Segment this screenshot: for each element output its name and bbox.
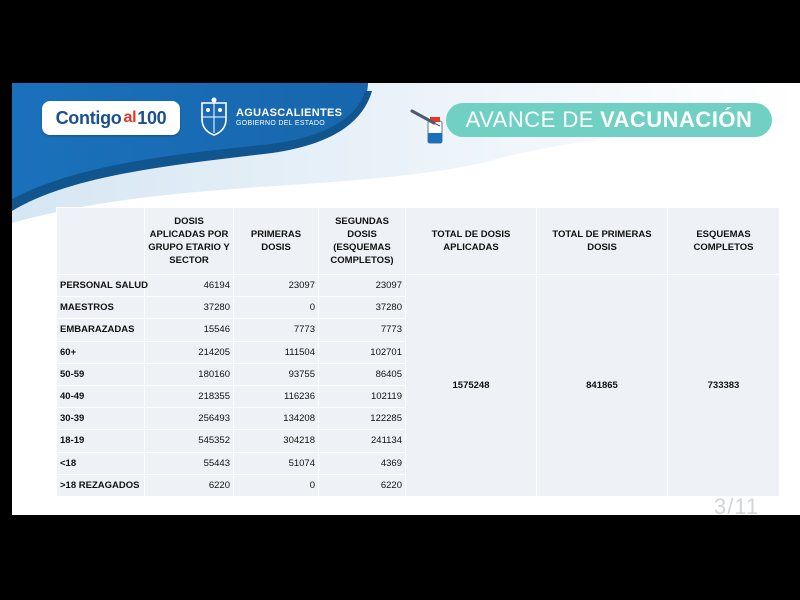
row-primeras: 134208 — [234, 408, 319, 430]
row-primeras: 0 — [234, 474, 319, 496]
row-category: >18 REZAGADOS — [57, 474, 145, 496]
logo-word-al: al — [123, 109, 137, 126]
row-segundas: 7773 — [319, 319, 406, 341]
contigo-al-100-logo — [42, 101, 180, 135]
row-dosis: 214205 — [145, 341, 234, 363]
row-dosis: 545352 — [145, 430, 234, 452]
header-dosis-aplicadas: DOSIS APLICADAS POR GRUPO ETARIO Y SECTOR — [145, 208, 234, 275]
row-primeras: 7773 — [234, 319, 319, 341]
logo-word-contigo: Contigo — [55, 107, 122, 128]
row-primeras: 51074 — [234, 452, 319, 474]
page-indicator: 3/11 — [714, 494, 760, 519]
row-dosis: 55443 — [145, 452, 234, 474]
vaccination-table — [56, 207, 780, 497]
row-primeras: 23097 — [234, 275, 319, 297]
row-category: PERSONAL SALUD — [57, 275, 145, 297]
row-primeras: 111504 — [234, 341, 319, 363]
header-total-primeras: TOTAL DE PRIMERAS DOSIS — [537, 208, 668, 275]
row-category: 60+ — [57, 341, 145, 363]
header-total-dosis: TOTAL DE DOSIS APLICADAS — [406, 208, 537, 275]
row-category: 30-39 — [57, 408, 145, 430]
row-dosis: 180160 — [145, 363, 234, 385]
watermark-text — [282, 175, 292, 206]
row-segundas: 102701 — [319, 341, 406, 363]
row-category: 40-49 — [57, 385, 145, 407]
row-primeras: 93755 — [234, 363, 319, 385]
row-primeras: 0 — [234, 297, 319, 319]
row-dosis: 6220 — [145, 474, 234, 496]
row-category: <18 — [57, 452, 145, 474]
header-esquemas-completos: ESQUEMAS COMPLETOS — [668, 208, 780, 275]
header-segundas-dosis: SEGUNDAS DOSIS (ESQUEMAS COMPLETOS) — [319, 208, 406, 275]
logo-number: 100 — [137, 107, 167, 128]
government-name: GOBIERNO DEL ESTADO — [236, 120, 325, 127]
row-category: 18-19 — [57, 430, 145, 452]
row-segundas: 86405 — [319, 363, 406, 385]
row-primeras: 304218 — [234, 430, 319, 452]
total-esquemas-completos: 733383 — [668, 275, 780, 497]
state-government-label — [236, 107, 342, 127]
row-category: MAESTROS — [57, 297, 145, 319]
total-dosis-aplicadas: 1575248 — [406, 275, 537, 497]
title-light: AVANCE DE — [465, 107, 594, 132]
row-segundas: 241134 — [319, 430, 406, 452]
presentation-slide — [12, 83, 800, 515]
row-dosis: 218355 — [145, 385, 234, 407]
row-category: EMBARAZADAS — [57, 319, 145, 341]
row-segundas: 23097 — [319, 275, 406, 297]
row-dosis: 46194 — [145, 275, 234, 297]
row-segundas: 102119 — [319, 385, 406, 407]
title-pill — [446, 103, 772, 137]
row-segundas: 4369 — [319, 452, 406, 474]
row-segundas: 122285 — [319, 408, 406, 430]
header-category — [57, 208, 145, 275]
row-primeras: 116236 — [234, 385, 319, 407]
total-primeras-dosis: 841865 — [537, 275, 668, 497]
title-bold: VACUNACIÓN — [599, 107, 753, 132]
row-dosis: 37280 — [145, 297, 234, 319]
row-segundas: 37280 — [319, 297, 406, 319]
row-dosis: 256493 — [145, 408, 234, 430]
table-header-row — [57, 208, 780, 275]
table-row — [57, 275, 780, 297]
row-category: 50-59 — [57, 363, 145, 385]
row-dosis: 15546 — [145, 319, 234, 341]
row-segundas: 6220 — [319, 474, 406, 496]
header-primeras-dosis: PRIMERAS DOSIS — [234, 208, 319, 275]
state-crest-icon — [198, 97, 230, 137]
state-name: AGUASCALIENTES — [236, 107, 343, 119]
